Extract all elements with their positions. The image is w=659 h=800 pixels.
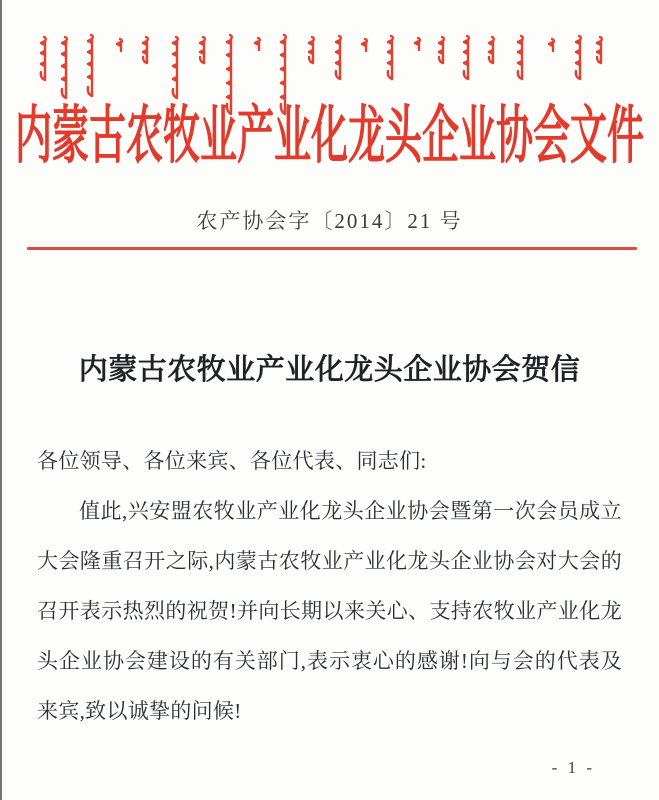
red-divider-line	[27, 247, 637, 250]
document-number: 农产协会字〔2014〕21 号	[196, 209, 463, 233]
masthead-title: 内蒙古农牧业产业化龙头企业协会文件	[15, 102, 644, 173]
letter-text	[37, 436, 622, 736]
letter-paragraph: 值此,兴安盟农牧业产业化龙头企业协会暨第一次会员成立大会隆重召开之际,内蒙古农牧业产业化龙头企业协会对大会的召开表示热烈的祝贺!并向长期以来关心、支持农牧业产业化龙头企业协会建设的有关部门,表示衷心的感谢!向与会的代表及来宾,致以诚挚的问候!	[37, 499, 622, 723]
salutation: 各位领导、各位来宾、各位代表、同志们:	[37, 449, 427, 473]
page-number: - 1 -	[551, 758, 595, 777]
letter-title: 内蒙古农牧业产业化龙头企业协会贺信	[78, 354, 581, 386]
